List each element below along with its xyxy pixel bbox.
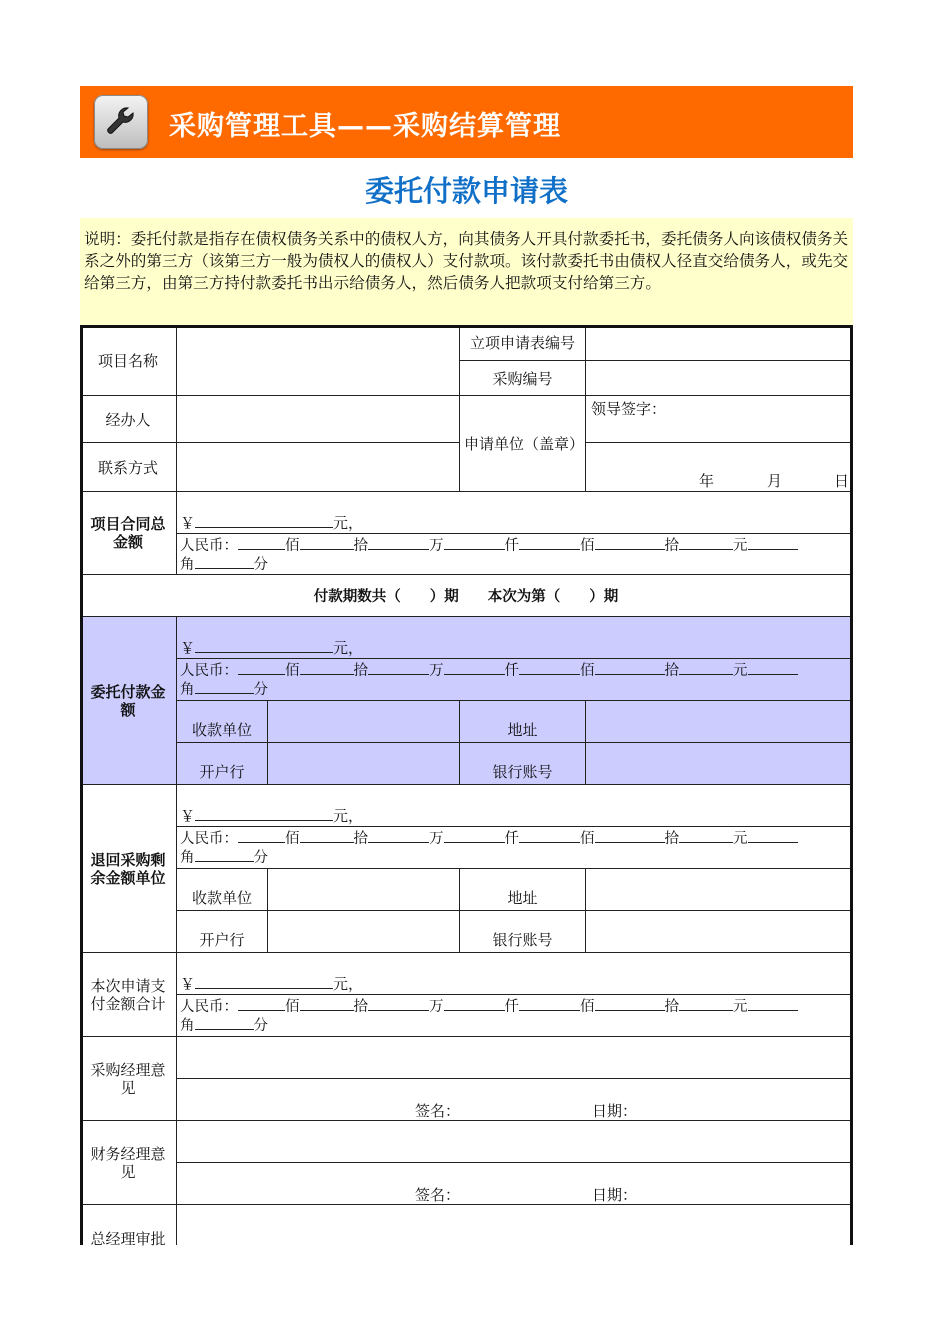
rmb-label: 人民币： bbox=[180, 831, 238, 847]
label-bank: 开户行 bbox=[177, 743, 268, 785]
unit-jiao: 角 bbox=[180, 1018, 195, 1034]
purchase-no-field[interactable] bbox=[586, 361, 853, 396]
unit-shi: 拾 bbox=[664, 831, 679, 847]
unit-bai: 佰 bbox=[580, 538, 595, 554]
unit-wan: 万 bbox=[429, 999, 444, 1015]
leader-sign-field[interactable] bbox=[586, 396, 853, 443]
project-name-field[interactable] bbox=[177, 325, 460, 396]
unit-qian: 仟 bbox=[504, 538, 519, 554]
unit-shi: 拾 bbox=[353, 663, 368, 679]
label-contract-total: 项目合同总金额 bbox=[80, 492, 177, 575]
yuan-label: 元， bbox=[333, 975, 364, 993]
refund-amount-yen[interactable] bbox=[177, 785, 853, 827]
yuan-label: 元， bbox=[333, 807, 364, 825]
label-total-this: 本次申请支付金额合计 bbox=[80, 953, 177, 1037]
account-field[interactable] bbox=[586, 743, 853, 785]
unit-jiao: 角 bbox=[180, 557, 195, 573]
yuan-label: 元， bbox=[333, 639, 364, 657]
unit-jiao: 角 bbox=[180, 850, 195, 866]
contract-total-rmb[interactable] bbox=[177, 534, 853, 575]
payee-field[interactable] bbox=[268, 701, 460, 743]
unit-qian: 仟 bbox=[504, 831, 519, 847]
label-payee: 收款单位 bbox=[177, 869, 268, 911]
contact-field[interactable] bbox=[177, 443, 460, 492]
unit-bai: 佰 bbox=[285, 831, 300, 847]
yuan-label: 元， bbox=[333, 514, 364, 532]
sign-label: 签名： bbox=[415, 1102, 461, 1120]
label-bank: 开户行 bbox=[177, 911, 268, 953]
date-label: 日期： bbox=[592, 1186, 638, 1204]
unit-qian: 仟 bbox=[504, 999, 519, 1015]
unit-fen: 分 bbox=[253, 850, 268, 866]
unit-bai: 佰 bbox=[285, 663, 300, 679]
label-refund: 退回采购剩余金额单位 bbox=[80, 785, 177, 953]
date-label: 日期： bbox=[592, 1102, 638, 1120]
unit-shi: 拾 bbox=[353, 999, 368, 1015]
label-handler: 经办人 bbox=[80, 396, 177, 443]
total-this-rmb[interactable] bbox=[177, 995, 853, 1037]
label-finance-manager: 财务经理意见 bbox=[80, 1121, 177, 1205]
payment-form bbox=[80, 325, 853, 1248]
label-payee: 收款单位 bbox=[177, 701, 268, 743]
unit-wan: 万 bbox=[429, 663, 444, 679]
unit-qian: 仟 bbox=[504, 663, 519, 679]
finance-sign-row[interactable] bbox=[177, 1163, 853, 1205]
label-year: 年 bbox=[699, 472, 715, 490]
bank-field[interactable] bbox=[268, 743, 460, 785]
rmb-label: 人民币： bbox=[180, 538, 238, 554]
unit-yuan: 元 bbox=[733, 663, 748, 679]
unit-wan: 万 bbox=[429, 831, 444, 847]
label-purchasing-manager: 采购经理意见 bbox=[80, 1037, 177, 1121]
label-month: 月 bbox=[767, 472, 783, 490]
page-title: 委托付款申请表 bbox=[364, 174, 568, 208]
unit-shi: 拾 bbox=[664, 538, 679, 554]
unit-shi: 拾 bbox=[664, 663, 679, 679]
banner-title: 采购管理工具——采购结算管理 bbox=[169, 111, 561, 142]
entrusted-amount-rmb[interactable] bbox=[177, 659, 853, 701]
yen-symbol: ￥ bbox=[180, 975, 196, 993]
rmb-label: 人民币： bbox=[180, 663, 238, 679]
label-purchase-no: 采购编号 bbox=[460, 361, 586, 396]
unit-fen: 分 bbox=[253, 557, 268, 573]
label-leader-sign: 领导签字： bbox=[591, 400, 667, 418]
account-field[interactable] bbox=[586, 911, 853, 953]
label-approval-no: 立项申请表编号 bbox=[460, 325, 586, 361]
purchasing-sign-row[interactable] bbox=[177, 1079, 853, 1121]
label-account: 银行账号 bbox=[460, 743, 586, 785]
unit-bai: 佰 bbox=[285, 999, 300, 1015]
finance-opinion-field[interactable] bbox=[177, 1121, 853, 1163]
header-banner bbox=[80, 86, 853, 158]
total-this-yen[interactable] bbox=[177, 953, 853, 995]
bank-field[interactable] bbox=[268, 911, 460, 953]
unit-fen: 分 bbox=[253, 682, 268, 698]
label-account: 银行账号 bbox=[460, 911, 586, 953]
unit-jiao: 角 bbox=[180, 682, 195, 698]
address-field[interactable] bbox=[586, 701, 853, 743]
purchasing-opinion-field[interactable] bbox=[177, 1037, 853, 1079]
sign-label: 签名： bbox=[415, 1186, 461, 1204]
wrench-icon bbox=[94, 95, 148, 149]
label-day: 日 bbox=[834, 472, 850, 490]
unit-shi: 拾 bbox=[353, 538, 368, 554]
approval-no-field[interactable] bbox=[586, 325, 853, 361]
payee-field[interactable] bbox=[268, 869, 460, 911]
label-entrusted-amount: 委托付款金额 bbox=[80, 617, 177, 785]
unit-bai: 佰 bbox=[285, 538, 300, 554]
label-address: 地址 bbox=[460, 701, 586, 743]
unit-shi: 拾 bbox=[353, 831, 368, 847]
description-note: 说明：委托付款是指存在债权债务关系中的债权人方，向其债务人开具付款委托书，委托债务人向该债权债务关系之外的第三方（该第三方一般为债权人的债权人）支付款项。该付款委托书由债权人径直交给债务人，或先交给第三方，由第三方持付款委托书出示给债务人，然后债务人把款项支付给第三方。 bbox=[80, 218, 853, 325]
handler-field[interactable] bbox=[177, 396, 460, 443]
unit-yuan: 元 bbox=[733, 538, 748, 554]
unit-fen: 分 bbox=[253, 1018, 268, 1034]
yen-symbol: ￥ bbox=[180, 639, 196, 657]
unit-yuan: 元 bbox=[733, 831, 748, 847]
address-field[interactable] bbox=[586, 869, 853, 911]
label-project-name: 项目名称 bbox=[80, 325, 177, 396]
payment-periods[interactable]: 付款期数共（ ）期 本次为第（ ）期 bbox=[80, 575, 853, 617]
unit-wan: 万 bbox=[429, 538, 444, 554]
contract-total-yen[interactable] bbox=[177, 492, 853, 534]
label-address: 地址 bbox=[460, 869, 586, 911]
rmb-label: 人民币： bbox=[180, 999, 238, 1015]
unit-bai: 佰 bbox=[580, 831, 595, 847]
unit-bai: 佰 bbox=[580, 663, 595, 679]
unit-yuan: 元 bbox=[733, 999, 748, 1015]
label-gm-approval: 总经理审批 bbox=[80, 1205, 177, 1245]
unit-shi: 拾 bbox=[664, 999, 679, 1015]
refund-amount-rmb[interactable] bbox=[177, 827, 853, 869]
yen-symbol: ￥ bbox=[180, 514, 196, 532]
unit-bai: 佰 bbox=[580, 999, 595, 1015]
gm-approval-field[interactable] bbox=[177, 1205, 853, 1245]
yen-symbol: ￥ bbox=[180, 807, 196, 825]
date-field[interactable] bbox=[586, 443, 853, 492]
label-contact: 联系方式 bbox=[80, 443, 177, 492]
label-applicant-unit: 申请单位（盖章） bbox=[460, 396, 586, 492]
entrusted-amount-yen[interactable] bbox=[177, 617, 853, 659]
